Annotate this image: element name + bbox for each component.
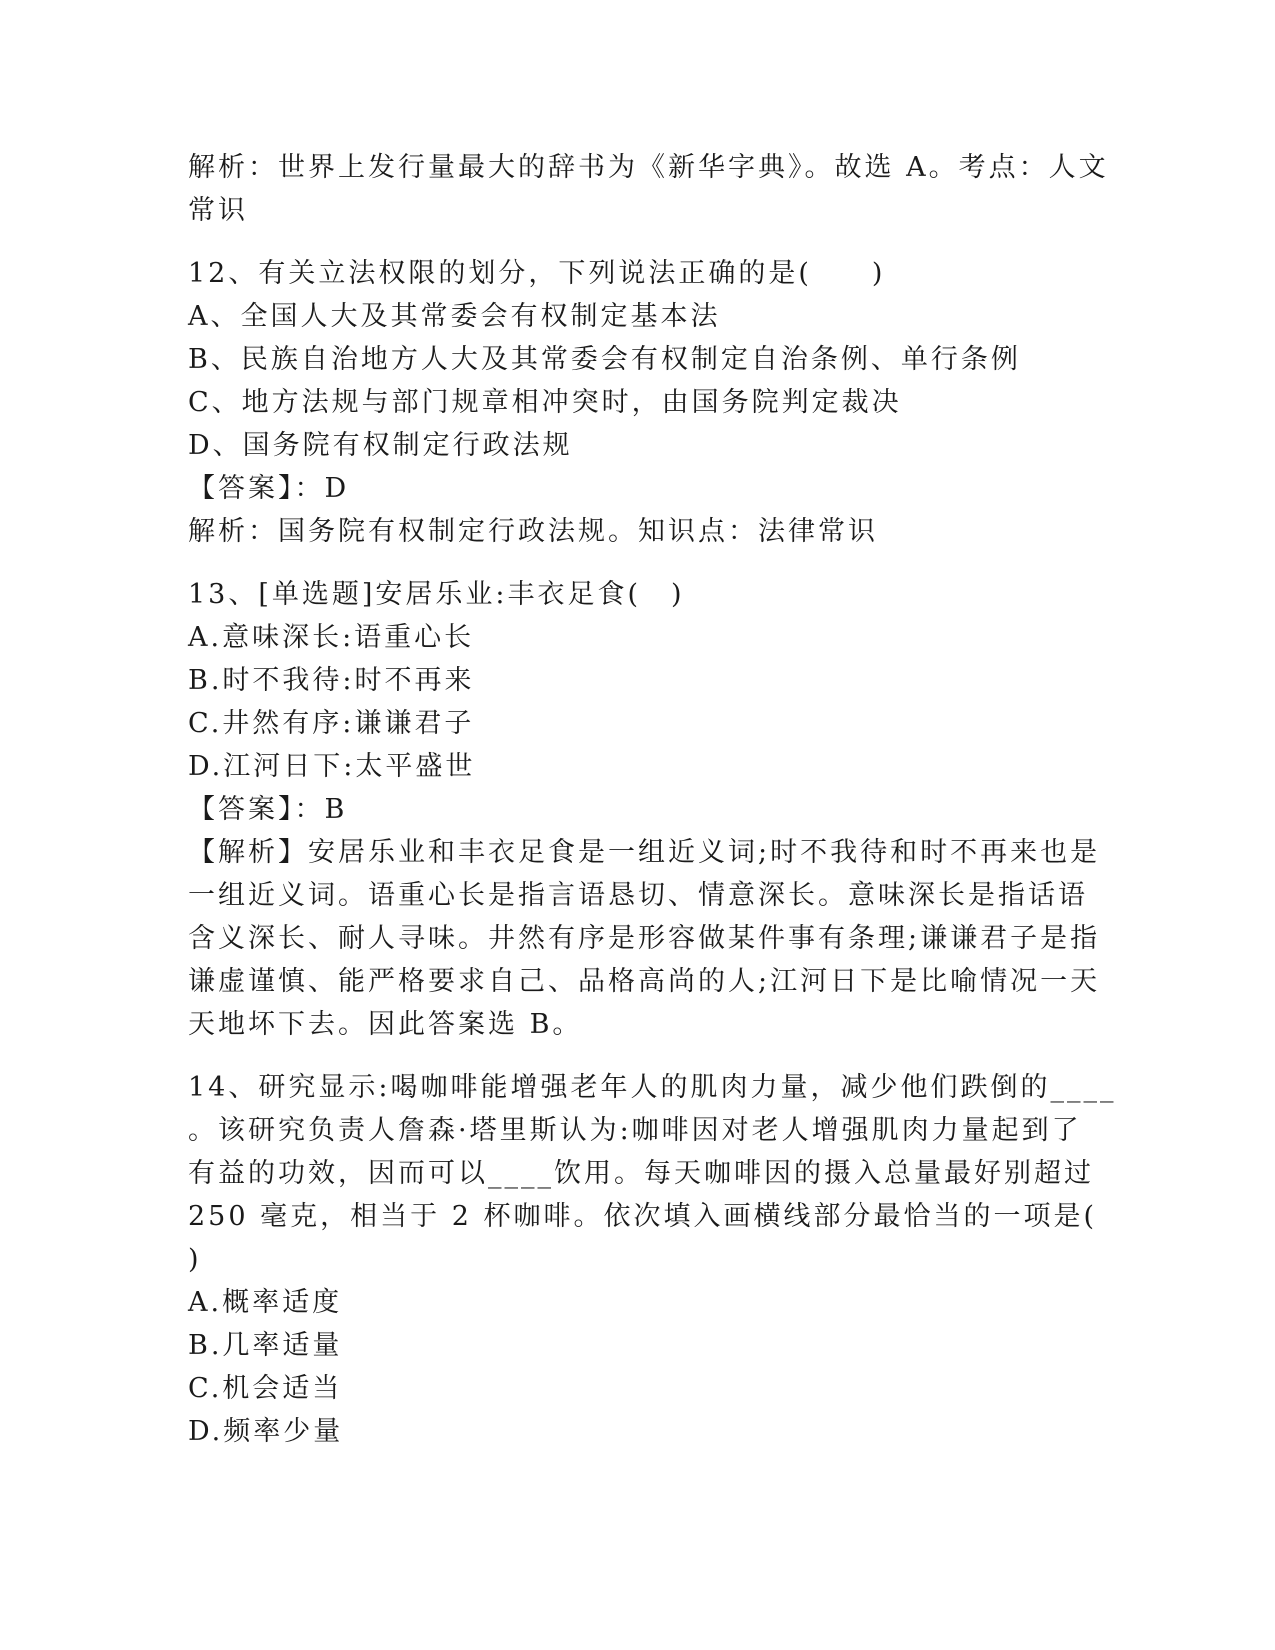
q12-analysis: 解析：国务院有权制定行政法规。知识点：法律常识 [188, 516, 878, 547]
q14-question-line: 有益的功效，因而可以____饮用。每天咖啡因的摄入总量最好别超过 [188, 1158, 1094, 1189]
q12-block [188, 252, 1088, 553]
q14-option-c: C.机会适当 [188, 1373, 343, 1404]
q14-option-d: D.频率少量 [188, 1416, 344, 1447]
q13-answer: 【答案】：B [188, 794, 348, 825]
q12-answer: 【答案】：D [188, 473, 350, 504]
q13-analysis-line: 含义深长、耐人寻味。井然有序是形容做某件事有条理;谦谦君子是指 [188, 923, 1101, 954]
document-page [188, 146, 1117, 1453]
q11-block [188, 146, 1109, 232]
q13-question: 13、[单选题]安居乐业:丰衣足食( ) [188, 579, 685, 610]
q13-option-d: D.江河日下:太平盛世 [188, 751, 476, 782]
q12-question: 12、有关立法权限的划分，下列说法正确的是( ) [188, 258, 886, 289]
q11-analysis-line: 解析：世界上发行量最大的辞书为《新华字典》。故选 A。考点：人文 [188, 152, 1109, 183]
q12-option-a: A、全国人大及其常委会有权制定基本法 [188, 301, 721, 332]
q14-question-line: 250 毫克，相当于 2 杯咖啡。依次填入画横线部分最恰当的一项是( [188, 1201, 1097, 1232]
q13-option-c: C.井然有序:谦谦君子 [188, 708, 475, 739]
q14-option-a: A.概率适度 [188, 1287, 343, 1318]
q14-question-line: 14、研究显示:喝咖啡能增强老年人的肌肉力量，减少他们跌倒的____ [188, 1072, 1117, 1103]
q13-analysis-line: 谦虚谨慎、能严格要求自己、品格高尚的人;江河日下是比喻情况一天 [188, 966, 1101, 997]
q12-option-b: B、民族自治地方人大及其常委会有权制定自治条例、单行条例 [188, 344, 1021, 375]
q14-question-line: ) [188, 1244, 202, 1275]
q13-analysis-line: 【解析】安居乐业和丰衣足食是一组近义词;时不我待和时不再来也是 [188, 837, 1101, 868]
q12-option-c: C、地方法规与部门规章相冲突时，由国务院判定裁决 [188, 387, 902, 418]
q13-block [188, 573, 1101, 1046]
q14-block [188, 1066, 1117, 1453]
q13-option-b: B.时不我待:时不再来 [188, 665, 475, 696]
q13-analysis-line: 天地坏下去。因此答案选 B。 [188, 1009, 583, 1040]
q13-option-a: A.意味深长:语重心长 [188, 622, 475, 653]
q13-analysis-line: 一组近义词。语重心长是指言语恳切、情意深长。意味深长是指话语 [188, 880, 1088, 911]
q14-option-b: B.几率适量 [188, 1330, 343, 1361]
q12-option-d: D、国务院有权制定行政法规 [188, 430, 573, 461]
q11-analysis-line: 常识 [188, 195, 248, 226]
q14-question-line: 。该研究负责人詹森·塔里斯认为:咖啡因对老人增强肌肉力量起到了 [188, 1115, 1082, 1146]
